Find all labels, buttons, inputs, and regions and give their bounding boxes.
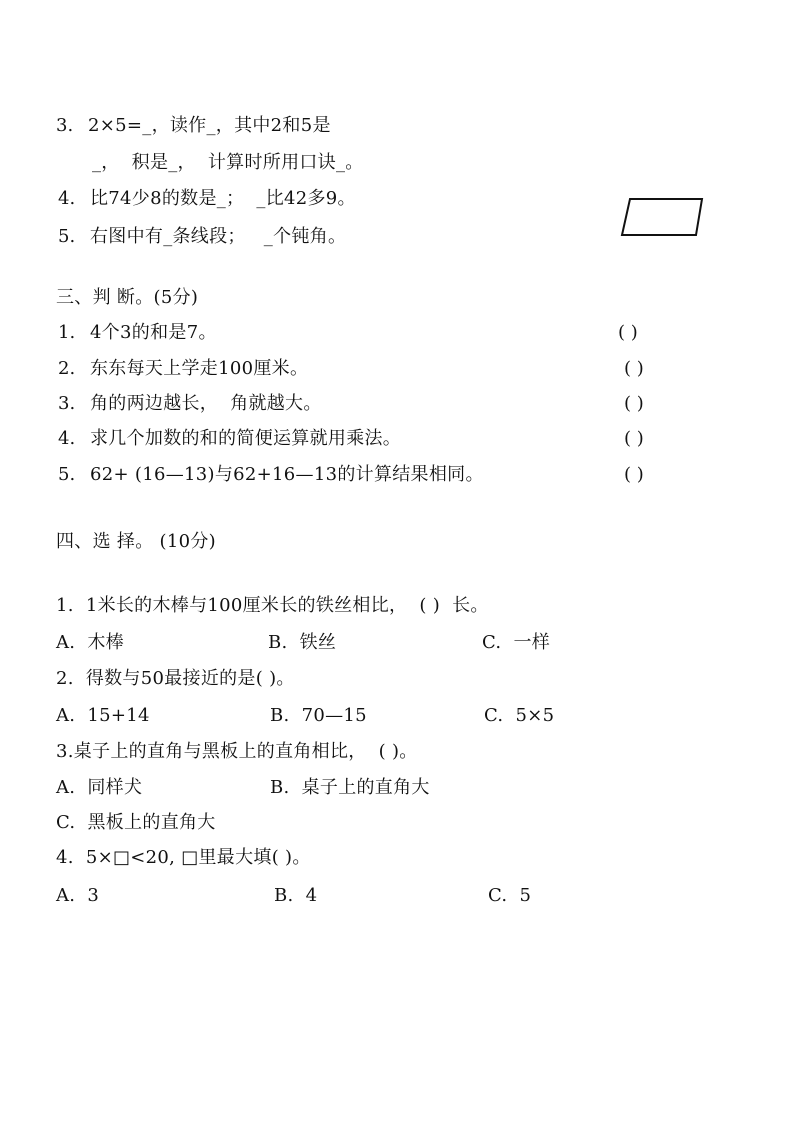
judge-question-1: 4个3的和是7。 [90, 322, 217, 343]
fill-question-5: 右图中有_条线段； _个钝角。 [90, 226, 347, 247]
fill-question-3-line2: _， 积是_， 计算时所用口诀_。 [92, 152, 364, 173]
parallelogram-figure [618, 195, 708, 241]
fill-question-3-line1: 2×5=_，读作_，其中2和5是 [88, 115, 331, 136]
item-number: 3. [56, 115, 74, 136]
judge-question-5: 62+ (16—13)与62+16—13的计算结果相同。 [90, 464, 484, 485]
fill-question-4: 比74少8的数是_； _比42多9。 [90, 188, 356, 209]
item-number: 4. [58, 188, 76, 209]
item-number: 5. [58, 226, 76, 247]
choice-question-3: 3.桌子上的直角与黑板上的直角相比， ( )。 [56, 741, 418, 762]
answer-paren: ( ) [624, 393, 644, 414]
judge-question-3: 角的两边越长， 角就越大。 [90, 393, 322, 414]
choice-option-c: C. 一样 [482, 632, 551, 653]
answer-paren: ( ) [618, 322, 638, 343]
judge-question-4: 求几个加数的和的简便运算就用乘法。 [90, 428, 402, 449]
section-heading-judge: 三、判 断。(5分) [56, 287, 199, 308]
choice-option-b: B. 铁丝 [268, 632, 337, 653]
choice-option-c: C. 黑板上的直角大 [56, 812, 216, 833]
choice-option-c: C. 5 [488, 885, 532, 906]
item-number: 4. [58, 428, 76, 449]
section-heading-choice: 四、选 择。 (10分) [56, 531, 216, 552]
choice-option-c: C. 5×5 [484, 705, 555, 726]
item-number: 3. [58, 393, 76, 414]
answer-paren: ( ) [624, 358, 644, 379]
choice-question-1: 1. 1米长的木棒与100厘米长的铁丝相比， ( ) 长。 [56, 595, 489, 616]
item-number: 2. [58, 358, 76, 379]
choice-question-2: 2. 得数与50最接近的是( )。 [56, 668, 295, 689]
judge-question-2: 东东每天上学走100厘米。 [90, 358, 309, 379]
choice-option-a: A. 3 [56, 885, 100, 906]
item-number: 5. [58, 464, 76, 485]
choice-question-4: 4. 5×□<20, □里最大填( )。 [56, 847, 311, 868]
choice-option-a: A. 木棒 [56, 632, 124, 653]
choice-option-b: B. 桌子上的直角大 [270, 777, 430, 798]
choice-option-a: A. 同样犬 [56, 777, 143, 798]
choice-option-b: B. 4 [274, 885, 318, 906]
answer-paren: ( ) [624, 464, 644, 485]
item-number: 1. [58, 322, 76, 343]
choice-option-a: A. 15+14 [56, 705, 150, 726]
choice-option-b: B. 70—15 [270, 705, 367, 726]
answer-paren: ( ) [624, 428, 644, 449]
